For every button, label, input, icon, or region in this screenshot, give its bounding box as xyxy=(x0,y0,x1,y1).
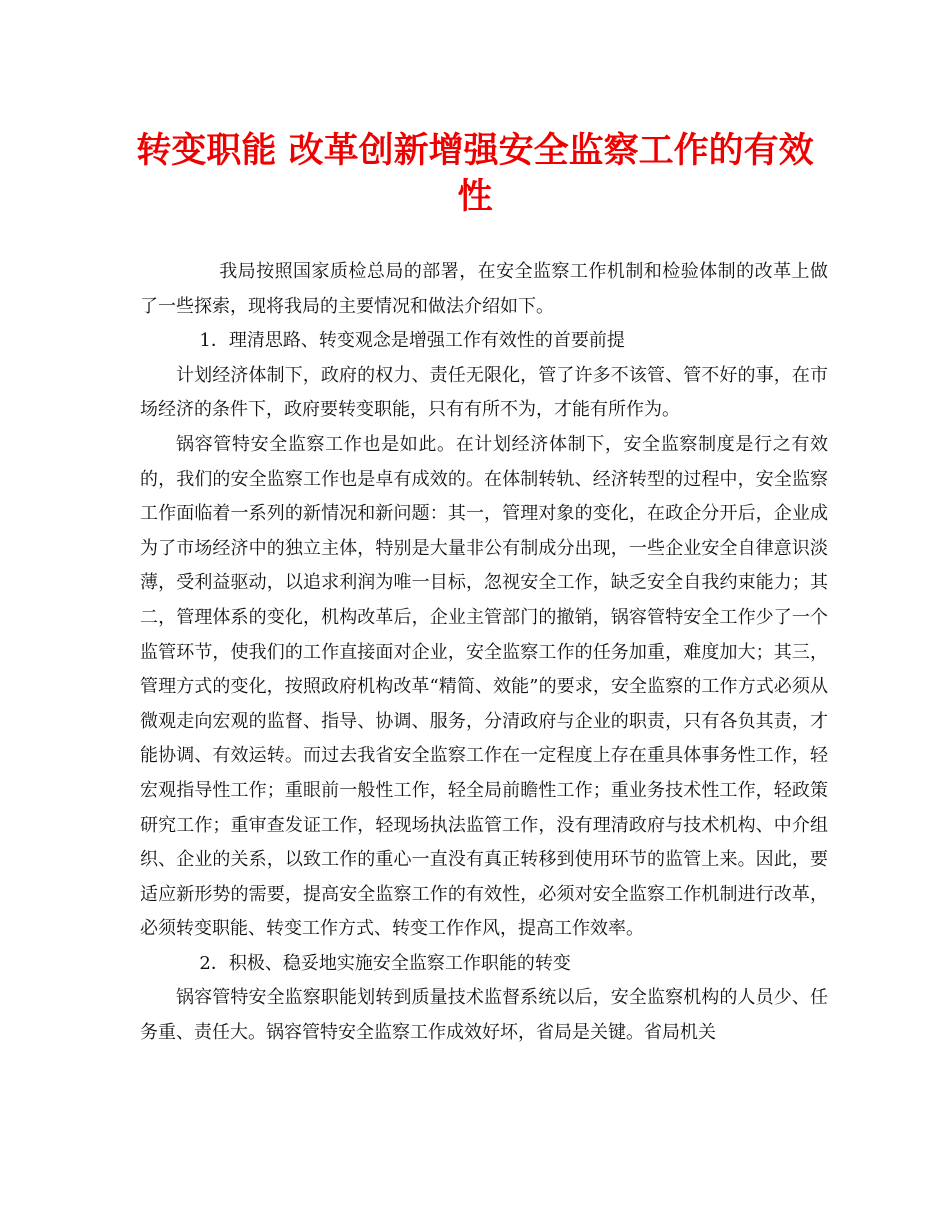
section-heading-2: 2．积极、稳妥地实施安全监察工作职能的转变 xyxy=(199,952,571,974)
paragraph-intro: 我局按照国家质检总局的部署，在安全监察工作机制和检验体制的改革上做了一些探索，现将我局的主要情况和做法介绍如下。 xyxy=(140,261,828,317)
document-title: 转变职能 改革创新增强安全监察工作的有效性 xyxy=(136,130,814,217)
paragraph-function-transfer: 锅容管特安全监察职能划转到质量技术监督系统以后，安全监察机构的人员少、任务重、责任大。锅容管特安全监察工作成效好坏，省局是关键。省局机关 xyxy=(140,987,828,1044)
paragraph-supervision-challenges: 锅容管特安全监察工作也是如此。在计划经济体制下，安全监察制度是行之有效的，我们的安全监察工作也是卓有成效的。在体制转轨、经济转型的过程中，安全监察工作面临着一系列的新情况和新问题：其一，管理对象的变化，在政企分开后，企业成为了市场经济中的独立主体，特别是大量非公有制成分出现，一些企业安全自律意识淡薄，受利益驱动，以追求利润为唯一目标，忽视安全工作，缺乏安全自我约束能力；其二，管理体系的变化，机构改革后，企业主管部门的撤销，锅容管特安全工作少了一个监管环节，使我们的工作直接面对企业，安全监察工作的任务加重，难度加大；其三，管理方式的变化，按照政府机构改革“精简、效能”的要求，安全监察的工作方式必须从微观走向宏观的监督、指导、协调、服务，分清政府与企业的职责，只有各负其责，才能协调、有效运转。而过去我省安全监察工作在一定程度上存在重具体事务性工作，轻宏观指导性工作；重眼前一般性工作，轻全局前瞻性工作；重业务技术性工作，轻政策研究工作；重审查发证工作，轻现场执法监管工作，没有理清政府与技术机构、中介组织、企业的关系，以致工作的重心一直没有真正转移到使用环节的监管上来。因此，要适应新形势的需要，提高安全监察工作的有效性，必须对安全监察工作机制进行改革，必须转变职能、转变工作方式、转变工作作风，提高工作效率。 xyxy=(140,433,828,940)
section-heading-1: 1．理清思路、转变观念是增强工作有效性的首要前提 xyxy=(199,330,625,352)
paragraph-planned-economy: 计划经济体制下，政府的权力、责任无限化，管了许多不该管、管不好的事，在市场经济的条件下，政府要转变职能，只有有所不为，才能有所作为。 xyxy=(140,364,828,421)
document-body xyxy=(140,255,828,1051)
